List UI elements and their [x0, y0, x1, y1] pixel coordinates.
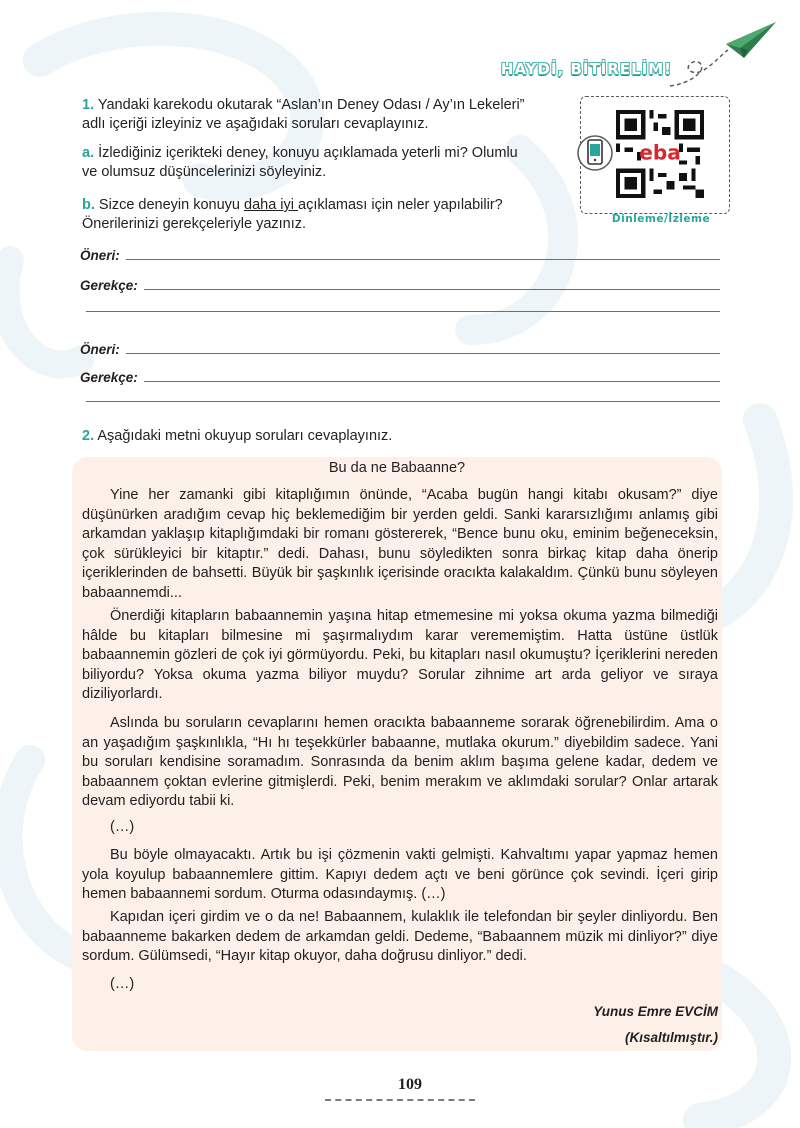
question-number: 2. [82, 428, 95, 444]
answer-line-gerekce-2[interactable] [80, 370, 720, 385]
question-1b-post: açıklaması için neler yapılabilir? [298, 197, 503, 213]
story-paragraph: Kapıdan içeri girdim ve o da ne! Babaannem, kulaklık ile telefondan bir şeyler dinliyordu. Ben babaanneme bakarken dedem de arkamdan geldi. Dedeme, “Babaannem müzik mi dinliyor?” diye sordum. Gülümsedi, “Hayır kitap okuyor, daha doğrusu dinliyor.” dedi. [82, 909, 718, 965]
answer-label: Öneri: [80, 342, 120, 357]
question-2-text: Aşağıdaki metni okuyup soruları cevaplayınız. [97, 428, 393, 444]
question-1a [82, 144, 518, 182]
story-paragraph: Önerdiği kitapların babaannemin yaşına hitap etmemesine mi yoksa okuma yazma bilmediği hâlde bu kitapları bilmesine mi şaşırmalıydım karar verememiştim. Hatta üstüne üstlük babaannemin gözleri de çok iyi görmüyordu. Peki, bu kitapları nasıl okumuştu? İçeriklerini nereden biliyordu? Yoksa okuma yazma biliyor muydu? Sorular zihnime art arda geliyor ve sıraya diziliyorlardı. [82, 608, 718, 703]
answer-line-oneri-1[interactable] [80, 248, 720, 263]
answer-line [126, 258, 720, 260]
question-1-text-line1: Yandaki karekodu okutarak “Aslan’ın Deney Odası / Ay’ın Lekeleri” [97, 97, 525, 113]
eba-logo: eba [639, 140, 681, 165]
story-paragraph: Yine her zamanki gibi kitaplığımın önünde, “Acaba bugün hangi kitabı okusam?” diye düşünürken aradığım cevap hiç beklemediğim bir yerden geldi. Sanki kararsızlığımı anlamış gibi arkamdan yaklaşıp kitaplığımdaki bir romanı göstererek, “Bence bunu oku, eminim beğeneceksin, çok sürükleyici bir kitaptır.” dedi. Dahası, bunu söyledikten sonra birkaç kitap daha önerip içeriklerinden de bahsetti. Büyük bir şaşkınlık içerisinde oracıkta kalakaldım. Çünkü bunu söyleyen babaannemdi... [82, 487, 718, 601]
answer-line [144, 288, 720, 290]
question-1b-line2: Önerilerinizi gerekçeleriyle yazınız. [82, 216, 307, 232]
answer-line [126, 352, 720, 354]
page-divider [325, 1099, 475, 1101]
question-1b-underlined: daha iyi [244, 197, 299, 213]
answer-line-oneri-2[interactable] [80, 342, 720, 357]
sub-label-a: a. [82, 145, 95, 161]
section-banner: HAYDİ, BİTİRELİM! [500, 60, 672, 78]
sub-label-b: b. [82, 197, 95, 213]
answer-label: Gerekçe: [80, 278, 138, 293]
answer-line-gerekce-1[interactable] [80, 278, 720, 293]
answer-line [144, 380, 720, 382]
question-1b-pre: Sizce deneyin konuyu [98, 197, 245, 213]
qr-code[interactable] [616, 110, 704, 198]
question-2 [82, 427, 392, 446]
story-paragraph: Bu böyle olmayacaktı. Artık bu işi çözmenin vakti gelmişti. Kahvaltımı yapar yapmaz hemen yola koyulup babaannemlere gittim. Kapıyı dedem açtı ve beni görünce çok sevindi. İçeri girip hemen babaannemi sordum. Oturma odasındaymış. (…) [82, 847, 718, 903]
phone-scan-icon [577, 130, 613, 176]
story-note: (Kısaltılmıştır.) [624, 1030, 718, 1045]
story-author: Yunus Emre EVCİM [593, 1004, 718, 1019]
answer-line [86, 400, 720, 402]
question-1a-line2: ve olumsuz düşüncelerinizi söyleyiniz. [82, 164, 327, 180]
answer-line-blank-1[interactable] [80, 310, 720, 315]
story-title: Bu da ne Babaanne? [328, 460, 466, 476]
answer-line [86, 310, 720, 312]
question-1-intro [82, 96, 525, 134]
answer-line-blank-2[interactable] [80, 400, 720, 405]
question-1-text-line2: adlı içeriği izleyiniz ve aşağıdaki soruları cevaplayınız. [82, 116, 429, 132]
page-number: 109 [398, 1076, 422, 1093]
story-ellipsis: (…) [110, 976, 135, 992]
story-ellipsis: (…) [110, 819, 135, 835]
story-paragraph: Aslında bu soruların cevaplarını hemen oracıkta babaanneme sorarak öğrenebilirdim. Ama o an yaşadığım şaşkınlıkla, “Hı hı teşekkürler babaanne, mutlaka okurum.” diyebildim sadece. Yani bu soruları kendisine soramadım. Sonrasında da benim aklım başıma gelene kadar, dedem ve babaannem çoktan evlerine gitmişlerdi. Peki, benim merakım ve aklımdaki sorular? Onlar artarak devam ediyordu tabii ki. [82, 715, 718, 810]
paper-plane-icon [660, 14, 780, 94]
answer-label: Gerekçe: [80, 370, 138, 385]
question-1a-line1: İzlediğiniz içerikteki deney, konuyu açıklamada yeterli mi? Olumlu [98, 145, 518, 161]
question-number: 1. [82, 97, 95, 113]
answer-label: Öneri: [80, 248, 120, 263]
qr-caption: Dinleme/İzleme [611, 213, 711, 225]
question-1b [82, 196, 503, 234]
